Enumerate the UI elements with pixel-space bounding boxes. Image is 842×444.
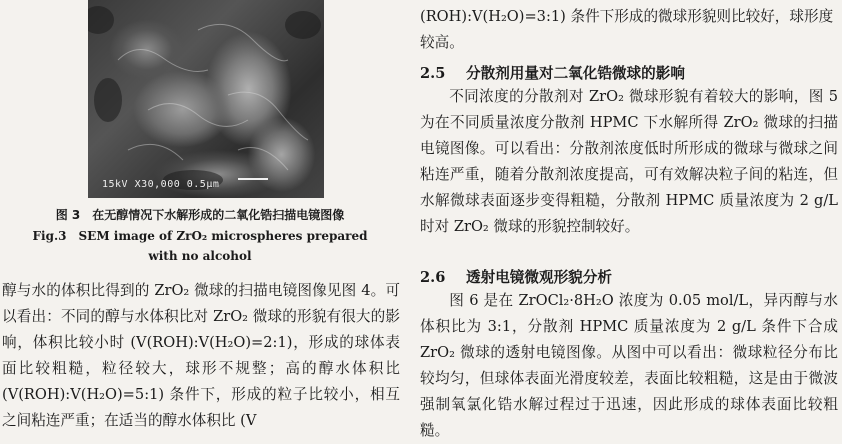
continued-paragraph: (ROH):V(H₂O)=3:1) 条件下形成的微球形貌则比较好，球形度较高。 xyxy=(420,8,834,51)
left-column xyxy=(0,0,400,444)
section-title: 分散剂用量对二氧化锆微球的影响 xyxy=(466,65,685,82)
scale-bar xyxy=(238,178,268,180)
right-column xyxy=(420,0,842,444)
figure-caption-en xyxy=(0,226,400,266)
section-2-5-paragraph: 不同浓度的分散剂对 ZrO₂ 微球形貌有着较大的影响，图 5 为在不同质量浓度分散剂 HPMC 下水解所得 ZrO₂ 微球的扫描电镜图像。可以看出：分散剂浓度低时所形成的微球与微球之间粘连严重，随着分散剂浓度提高，可有效解决粒子间的粘连，但水解微球表面逐步变得粗糙，分散剂 HPMC 质量浓度为 2 g/L 时对 ZrO₂ 微球的形貌控制较好。 xyxy=(420,88,838,235)
figure-caption-zh: 图 3 在无醇情况下水解形成的二氧化锆扫描电镜图像 xyxy=(55,208,345,222)
caption-en-line2: with no alcohol xyxy=(148,249,252,263)
section-number: 2.6 xyxy=(420,269,446,286)
section-2-6-paragraph: 图 6 是在 ZrOCl₂·8H₂O 浓度为 0.05 mol/L，异丙醇与水体积比为 3:1，分散剂 HPMC 质量浓度为 2 g/L 条件下合成 ZrO₂ 微球的透射电镜图像。从图中可以看出：微球粒径分布比较均匀，但球体表面光滑度较差，表面比较粗糙，这是由于微波强制氧氯化锆水解过程过于迅速，因此形成的球体表面比较粗糙。 xyxy=(420,292,838,439)
section-heading-2-6 xyxy=(420,266,612,287)
sem-scale-label: 15kV X30,000 0.5µm xyxy=(102,179,220,190)
section-number: 2.5 xyxy=(420,65,446,82)
section-title: 透射电镜微观形貌分析 xyxy=(466,269,612,286)
caption-en-line1: Fig.3 SEM image of ZrO₂ microspheres prepared xyxy=(32,229,368,243)
section-heading-2-5 xyxy=(420,62,685,83)
sem-image xyxy=(88,0,324,198)
sem-texture xyxy=(88,0,324,198)
left-paragraph: 醇与水的体积比得到的 ZrO₂ 微球的扫描电镜图像见图 4。可以看出：不同的醇与水体积比对 ZrO₂ 微球的形貌有很大的影响，体积比较小时 (V(ROH):V(H₂O)=2:1)，形成的球体表面比较粗糙，粒径较大，球形不规整；高的醇水体积比 (V(ROH):V(H₂O)=5:1) 条件下，形成的粒子比较小，相互之间粘连严重；在适当的醇水体积比 (V xyxy=(2,282,400,429)
